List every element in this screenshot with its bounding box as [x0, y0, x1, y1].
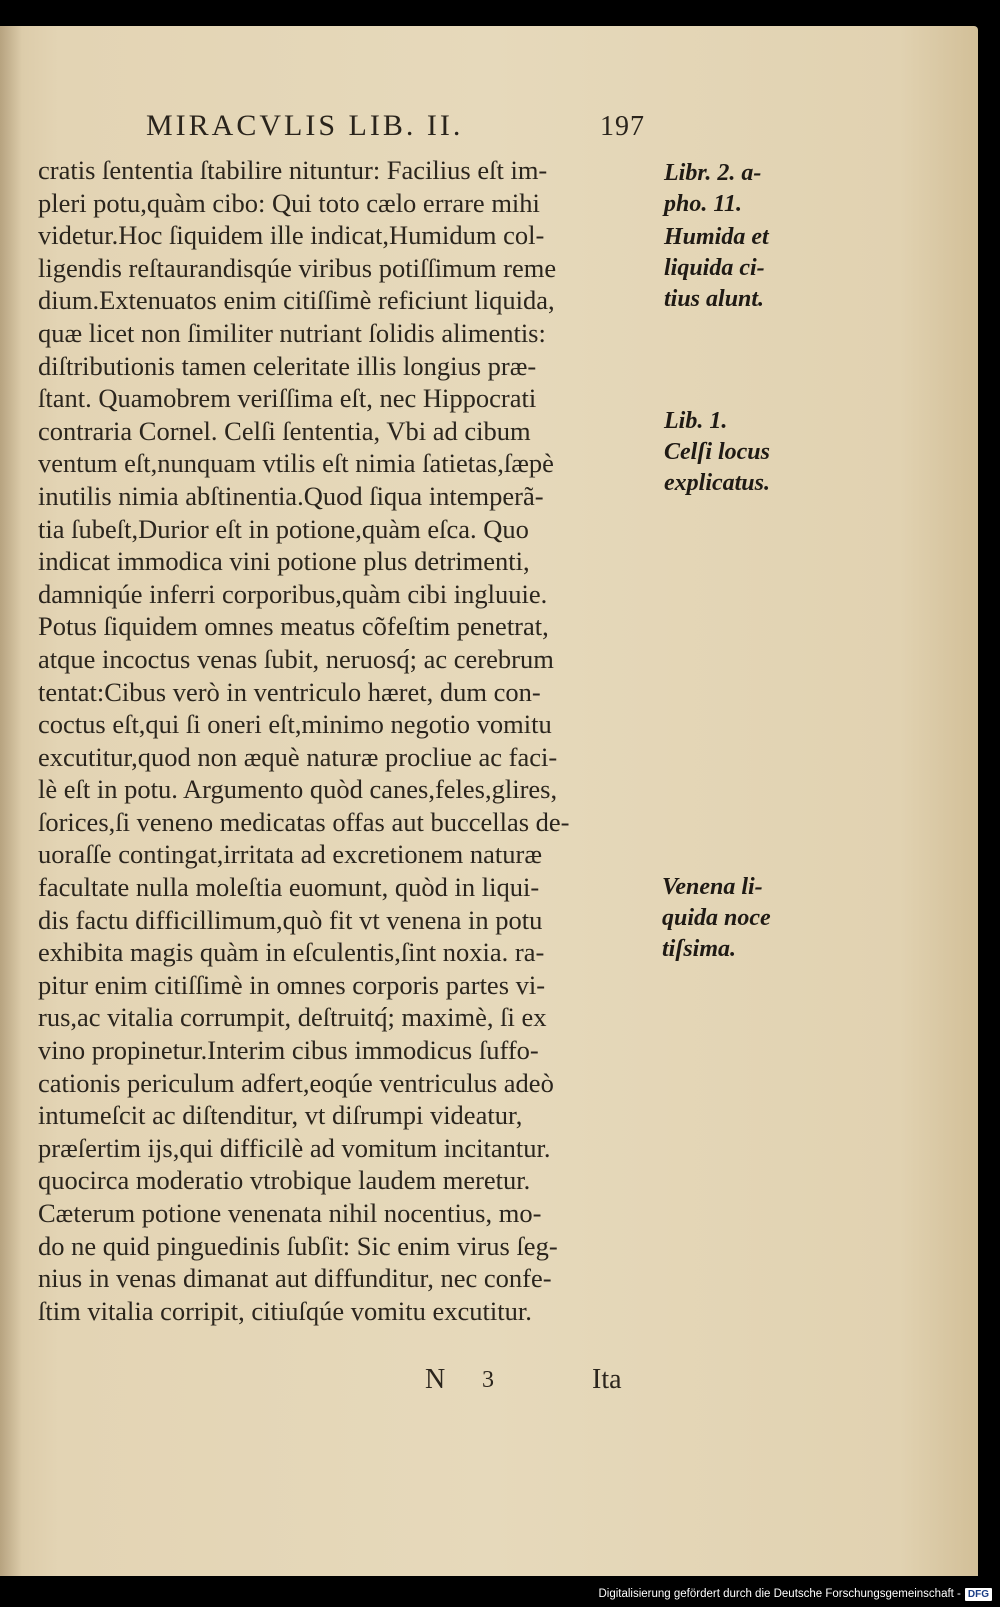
note-line: quida noce	[662, 905, 771, 931]
note-line: Humida et	[664, 224, 769, 250]
text-line: ligendis reſtaurandisqúe viribus potiſſimum reme	[38, 252, 557, 283]
note-line: tius alunt.	[664, 286, 765, 312]
text-line: contraria Cornel. Celſi ſententia, Vbi ad cibum	[38, 415, 531, 446]
digitization-credit	[598, 1585, 992, 1603]
text-line: inutilis nimia abſtinentia.Quod ſiqua intemperã-	[38, 480, 544, 511]
text-line: ventum eſt,nunquam vtilis eſt nimia ſatietas,ſæpè	[38, 448, 554, 479]
text-line: quæ licet non ſimiliter nutriant ſolidis alimentis:	[38, 317, 546, 348]
text-line: uoraſſe contingat,irritata ad excretionem naturæ	[38, 839, 543, 870]
catchword: Ita	[592, 1364, 622, 1395]
note-line: explicatus.	[664, 470, 770, 496]
note-line: liquida ci-	[664, 255, 765, 281]
text-line: damniqúe inferri corporibus,quàm cibi ingluuie.	[38, 578, 548, 609]
note-line: Celſi locus	[664, 439, 770, 465]
text-line: ſorices,ſi veneno medicatas offas aut buccellas de-	[38, 806, 570, 837]
text-line: pitur enim citiſſimè in omnes corporis partes vi-	[38, 969, 546, 1000]
text-line: pleri potu,quàm cibo: Qui toto cælo errare mihi	[38, 187, 540, 218]
note-line: pho. 11.	[664, 191, 743, 217]
text-line: Potus ſiquidem omnes meatus cõfeſtim penetrat,	[38, 611, 549, 642]
text-line: exhibita magis quàm in eſculentis,ſint noxia. ra-	[38, 937, 545, 968]
margin-note-poisons	[662, 872, 771, 965]
text-line: lè eſt in potu. Argumento quòd canes,feles,glires,	[38, 774, 558, 805]
text-line: dium.Extenuatos enim citiſſimè reficiunt liquida,	[38, 285, 555, 316]
text-line: do ne quid pinguedinis ſubſit: Sic enim virus ſeg-	[38, 1230, 558, 1261]
text-line: ſtim vitalia corripit, citiuſqúe vomitu excutitur.	[38, 1295, 532, 1326]
text-line: coctus eſt,qui ſi oneri eſt,minimo negotio vomitu	[38, 709, 552, 740]
running-header	[140, 109, 660, 153]
margin-note-liquids	[664, 222, 769, 315]
text-line: facultate nulla moleſtia euomunt, quòd in liqui-	[38, 872, 540, 903]
note-line: tiſsima.	[662, 936, 737, 962]
text-line: rus,ac vitalia corrumpit, deſtruitq́; maximè, ſi ex	[38, 1002, 547, 1033]
text-line: excutitur,quod non æquè naturæ procliue ac faci-	[38, 741, 558, 772]
dfg-logo-icon: DFG	[965, 1588, 992, 1601]
text-line: diſtributionis tamen celeritate illis longius præ-	[38, 350, 537, 381]
page-footer	[0, 1364, 700, 1398]
page-number: 197	[600, 111, 645, 142]
text-line: tia ſubeſt,Durior eſt in potione,quàm eſca. Quo	[38, 513, 529, 544]
note-line: Lib. 1.	[664, 408, 728, 434]
text-line: quocirca moderatio vtrobique laudem meretur.	[38, 1165, 531, 1196]
note-line: Venena li-	[662, 874, 763, 900]
text-line: dis factu difficillimum,quò fit vt venena in potu	[38, 904, 543, 935]
text-line: nius in venas dimanat aut diffunditur, nec confe-	[38, 1263, 552, 1294]
text-line: ſtant. Quamobrem veriſſima eſt, nec Hippocrati	[38, 383, 537, 414]
margin-note-celsus	[664, 406, 770, 499]
signature-number: 3	[482, 1367, 494, 1393]
running-title: MIRACVLIS LIB. II.	[146, 109, 464, 142]
text-line: præſertim ijs,qui difficilè ad vomitum incitantur.	[38, 1132, 551, 1163]
text-line: tentat:Cibus verò in ventriculo hæret, dum con-	[38, 676, 541, 707]
text-line: intumeſcit ac diſtenditur, vt diſrumpi videatur,	[38, 1100, 523, 1131]
note-line: Libr. 2. a-	[664, 160, 762, 186]
text-line: cationis periculum adfert,eoqúe ventriculus adeò	[38, 1067, 554, 1098]
body-text	[38, 154, 648, 1327]
text-line: videtur.Hoc ſiquidem ille indicat,Humidum col-	[38, 220, 545, 251]
text-line: Cæterum potione venenata nihil nocentius, mo-	[38, 1198, 542, 1228]
book-page	[0, 26, 978, 1576]
signature-letter: N	[425, 1364, 446, 1395]
margin-note-aphorism	[664, 158, 761, 220]
text-line: vino propinetur.Interim cibus immodicus ſuffo-	[38, 1035, 539, 1066]
text-line: cratis ſententia ſtabilire nituntur: Facilius eſt im-	[38, 155, 548, 185]
text-line: atque incoctus venas ſubit, neruosq́; ac cerebrum	[38, 643, 554, 674]
text-line: indicat immodica vini potione plus detrimenti,	[38, 546, 530, 577]
credit-text: Digitalisierung gefördert durch die Deutsche Forschungsgemeinschaft -	[598, 1588, 961, 1600]
